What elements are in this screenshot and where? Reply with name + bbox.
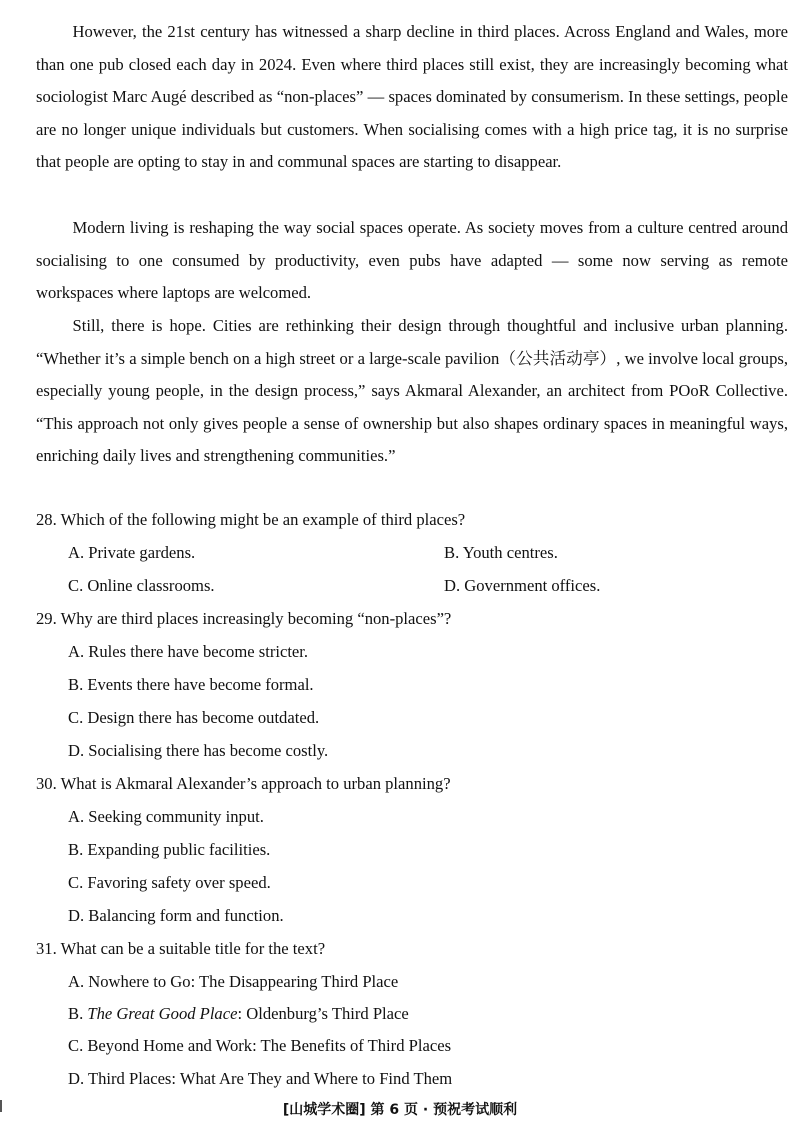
question-30-option-b[interactable]: B. Expanding public facilities. <box>68 840 271 859</box>
question-28-option-b[interactable]: B. Youth centres. <box>444 543 558 562</box>
question-31-option-c[interactable]: C. Beyond Home and Work: The Benefits of Third Places <box>68 1036 452 1055</box>
question-31-option-b[interactable] <box>68 1002 409 1026</box>
option-b-rest: : Oldenburg’s Third Place <box>237 1004 409 1023</box>
option-b-letter: B. <box>68 1004 88 1023</box>
question-30-option-a[interactable]: A. Seeking community input. <box>68 807 264 826</box>
question-30-option-d[interactable]: D. Balancing form and function. <box>68 906 284 925</box>
question-28-option-c[interactable]: C. Online classrooms. <box>68 576 215 595</box>
question-29-option-b[interactable]: B. Events there have become formal. <box>68 675 314 694</box>
question-28-option-d[interactable]: D. Government offices. <box>444 576 601 595</box>
question-30-stem: 30. What is Akmaral Alexander’s approach to urban planning? <box>36 774 451 793</box>
passage-paragraph-1: However, the 21st century has witnessed a sharp decline in third places. Across England and Wales, more than one pub closed each day in 2024. Even where third places still exist, they are increasingly becoming what sociologist Marc Augé described as “non-places” — spaces dominated by consumerism. In these settings, people are no longer unique individuals but customers. When socialising comes with a high price tag, it is no surprise that people are opting to stay in and communal spaces are starting to disappear. <box>36 22 788 172</box>
passage-paragraph-2: Modern living is reshaping the way social spaces operate. As society moves from a culture centred around socialising to one consumed by productivity, even pubs have adapted — some now serving as remote workspaces where laptops are welcomed. <box>36 218 788 303</box>
question-30-option-c[interactable]: C. Favoring safety over speed. <box>68 873 271 892</box>
question-29-option-c[interactable]: C. Design there has become outdated. <box>68 708 320 727</box>
question-29-stem: 29. Why are third places increasingly becoming “non-places”? <box>36 609 452 628</box>
passage-paragraph-3: Still, there is hope. Cities are rethinking their design through thoughtful and inclusive urban planning. “Whether it’s a simple bench on a high street or a large-scale pavilion（公共活动亭）, we involve local groups, especially young people, in the design process,” says Akmaral Alexander, an architect from POoR Collective. “This approach not only gives people a sense of ownership but also shapes ordinary spaces in meaningful ways, enriching daily lives and strengthening communities.” <box>36 316 788 466</box>
question-29-option-d[interactable]: D. Socialising there has become costly. <box>68 741 329 760</box>
question-28-option-a[interactable]: A. Private gardens. <box>68 543 196 562</box>
book-title-italic: The Great Good Place <box>87 1004 238 1023</box>
page-footer: [山城学术圈] 第 6 页 · 预祝考试顺利 <box>282 1102 518 1118</box>
question-29-option-a[interactable]: A. Rules there have become stricter. <box>68 642 309 661</box>
question-28-stem: 28. Which of the following might be an example of third places? <box>36 510 466 529</box>
question-31-option-a[interactable]: A. Nowhere to Go: The Disappearing Third Place <box>68 972 399 991</box>
question-31-stem: 31. What can be a suitable title for the text? <box>36 939 326 958</box>
question-31-option-d[interactable]: D. Third Places: What Are They and Where to Find Them <box>68 1069 453 1088</box>
